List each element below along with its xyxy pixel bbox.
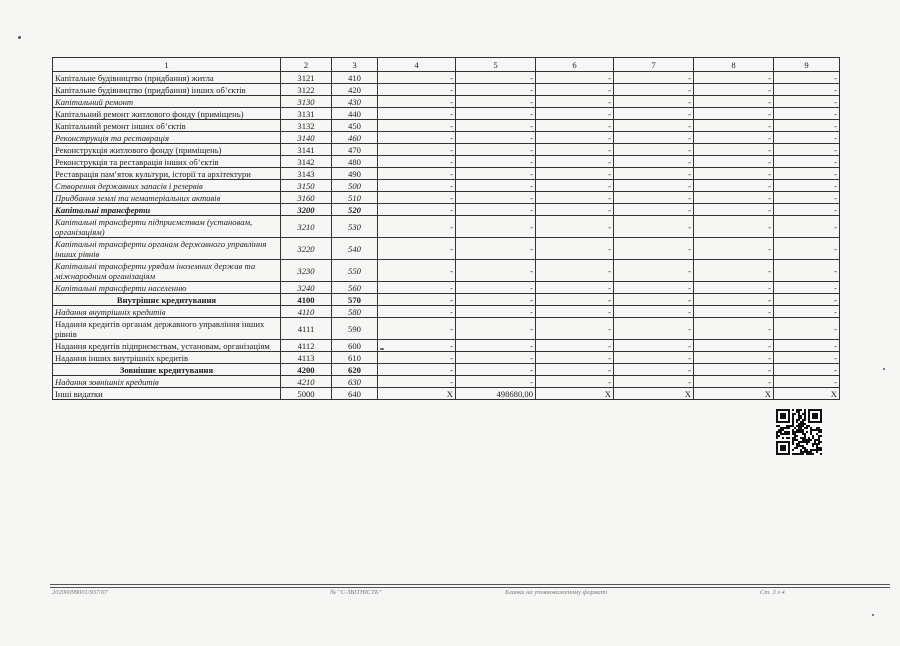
row-number-cell: 410 <box>332 72 378 84</box>
table-row <box>53 180 840 192</box>
table-row <box>53 144 840 156</box>
header-cell: 6 <box>536 58 614 72</box>
value-cell: - <box>378 144 456 156</box>
value-cell: - <box>536 364 614 376</box>
row-code-cell: 3210 <box>281 216 332 238</box>
value-cell: - <box>694 120 774 132</box>
value-cell: - <box>694 216 774 238</box>
value-cell: - <box>378 216 456 238</box>
value-cell: - <box>774 306 840 318</box>
value-cell: X <box>774 388 840 400</box>
value-cell: - <box>378 318 456 340</box>
value-cell: - <box>774 204 840 216</box>
row-code-cell: 3132 <box>281 120 332 132</box>
value-cell: - <box>536 144 614 156</box>
row-number-cell: 420 <box>332 84 378 96</box>
value-cell: - <box>614 168 694 180</box>
value-cell: - <box>536 238 614 260</box>
value-cell: - <box>536 352 614 364</box>
value-cell: - <box>378 204 456 216</box>
row-name-cell: Капітальні трансферти урядам іноземних держав та міжнародним організаціям <box>53 260 281 282</box>
value-cell: - <box>536 156 614 168</box>
value-cell: - <box>456 260 536 282</box>
value-cell: - <box>378 306 456 318</box>
table-row <box>53 108 840 120</box>
scan-speck <box>18 36 21 39</box>
table-row <box>53 352 840 364</box>
row-name-cell: Капітальний ремонт <box>53 96 281 108</box>
row-code-cell: 5000 <box>281 388 332 400</box>
value-cell: - <box>456 84 536 96</box>
value-cell: - <box>536 204 614 216</box>
row-number-cell: 440 <box>332 108 378 120</box>
value-cell: - <box>378 180 456 192</box>
value-cell: - <box>536 306 614 318</box>
value-cell: - <box>774 376 840 388</box>
value-cell: - <box>536 120 614 132</box>
value-cell: - <box>614 306 694 318</box>
row-name-cell: Капітальні трансферти підприємствам (установам, організаціям) <box>53 216 281 238</box>
footer-note: Бланки на уповноваженому форматі <box>505 589 608 596</box>
value-cell: - <box>456 318 536 340</box>
scan-speck <box>883 368 885 370</box>
value-cell: - <box>694 168 774 180</box>
value-cell: - <box>774 180 840 192</box>
value-cell: - <box>614 84 694 96</box>
value-cell: - <box>536 216 614 238</box>
value-cell: - <box>774 72 840 84</box>
row-code-cell: 4110 <box>281 306 332 318</box>
scan-speck <box>872 614 874 616</box>
scan-speck <box>380 348 384 350</box>
row-code-cell: 3140 <box>281 132 332 144</box>
qr-code <box>776 409 822 455</box>
table-header-row <box>53 58 840 72</box>
row-code-cell: 4100 <box>281 294 332 306</box>
value-cell: - <box>378 168 456 180</box>
row-name-cell: Капітальний ремонт інших об’єктів <box>53 120 281 132</box>
row-name-cell: Капітальні трансферти органам державного управління інших рівнів <box>53 238 281 260</box>
value-cell: - <box>694 132 774 144</box>
header-cell: 7 <box>614 58 694 72</box>
value-cell: - <box>614 156 694 168</box>
row-name-cell: Інші видатки <box>53 388 281 400</box>
value-cell: - <box>694 96 774 108</box>
table-row <box>53 364 840 376</box>
row-number-cell: 520 <box>332 204 378 216</box>
header-cell: 9 <box>774 58 840 72</box>
row-name-cell: Надання кредитів органам державного управління інших рівнів <box>53 318 281 340</box>
value-cell: - <box>694 364 774 376</box>
value-cell: - <box>774 340 840 352</box>
row-code-cell: 4112 <box>281 340 332 352</box>
footer-system: № "С-ЗВІТНІСТЬ" <box>330 589 382 596</box>
value-cell: - <box>456 204 536 216</box>
value-cell: - <box>378 156 456 168</box>
value-cell: - <box>694 180 774 192</box>
row-name-cell: Капітальні трансферти <box>53 204 281 216</box>
row-name-cell: Капітальний ремонт житлового фонду (приміщень) <box>53 108 281 120</box>
value-cell: - <box>774 352 840 364</box>
value-cell: - <box>456 216 536 238</box>
row-number-cell: 640 <box>332 388 378 400</box>
value-cell: - <box>456 306 536 318</box>
value-cell: - <box>378 84 456 96</box>
table-row <box>53 216 840 238</box>
row-code-cell: 4200 <box>281 364 332 376</box>
value-cell: - <box>614 108 694 120</box>
value-cell: - <box>614 294 694 306</box>
footer-doc-id: 20200099001/937/07 <box>52 589 108 596</box>
footer-divider <box>50 584 890 585</box>
value-cell: - <box>694 192 774 204</box>
value-cell: - <box>614 260 694 282</box>
value-cell: - <box>694 144 774 156</box>
row-name-cell: Реконструкція та реставрація інших об’єктів <box>53 156 281 168</box>
value-cell: - <box>456 238 536 260</box>
row-name-cell: Придбання землі та нематеріальних активів <box>53 192 281 204</box>
value-cell: - <box>456 120 536 132</box>
value-cell: - <box>694 294 774 306</box>
row-number-cell: 580 <box>332 306 378 318</box>
value-cell: - <box>536 180 614 192</box>
value-cell: - <box>456 282 536 294</box>
value-cell: - <box>378 238 456 260</box>
table-row <box>53 376 840 388</box>
value-cell: - <box>614 340 694 352</box>
table-row <box>53 72 840 84</box>
footer-divider <box>50 587 890 588</box>
table-row <box>53 84 840 96</box>
row-number-cell: 540 <box>332 238 378 260</box>
value-cell: - <box>774 364 840 376</box>
row-number-cell: 490 <box>332 168 378 180</box>
table-row <box>53 306 840 318</box>
header-cell: 5 <box>456 58 536 72</box>
value-cell: - <box>536 168 614 180</box>
header-cell: 8 <box>694 58 774 72</box>
row-name-cell: Реконструкція та реставрація <box>53 132 281 144</box>
value-cell: - <box>378 340 456 352</box>
value-cell: - <box>536 84 614 96</box>
value-cell: - <box>536 282 614 294</box>
row-number-cell: 570 <box>332 294 378 306</box>
value-cell: - <box>456 352 536 364</box>
value-cell: X <box>536 388 614 400</box>
row-name-cell: Капітальне будівництво (придбання) житла <box>53 72 281 84</box>
value-cell: - <box>456 364 536 376</box>
value-cell: - <box>378 364 456 376</box>
value-cell: - <box>774 238 840 260</box>
row-code-cell: 3240 <box>281 282 332 294</box>
row-name-cell: Надання інших внутрішніх кредитів <box>53 352 281 364</box>
value-cell: - <box>378 376 456 388</box>
row-name-cell: Капітальне будівництво (придбання) інших об’єктів <box>53 84 281 96</box>
value-cell: - <box>456 72 536 84</box>
row-code-cell: 3220 <box>281 238 332 260</box>
value-cell: - <box>774 108 840 120</box>
value-cell: - <box>378 96 456 108</box>
value-cell: - <box>378 352 456 364</box>
value-cell: - <box>774 282 840 294</box>
row-code-cell: 3200 <box>281 204 332 216</box>
value-cell: - <box>694 306 774 318</box>
value-cell: - <box>378 120 456 132</box>
row-code-cell: 3160 <box>281 192 332 204</box>
value-cell: - <box>614 192 694 204</box>
row-number-cell: 630 <box>332 376 378 388</box>
row-name-cell: Створення державних запасів і резервів <box>53 180 281 192</box>
value-cell: - <box>614 132 694 144</box>
value-cell: - <box>774 294 840 306</box>
value-cell: - <box>378 260 456 282</box>
table-row <box>53 318 840 340</box>
value-cell: - <box>378 72 456 84</box>
table-row <box>53 294 840 306</box>
value-cell: - <box>774 144 840 156</box>
value-cell: - <box>456 340 536 352</box>
value-cell: - <box>774 156 840 168</box>
value-cell: - <box>614 376 694 388</box>
footer-page: Ст. 3 з 4 <box>760 589 785 596</box>
value-cell: - <box>536 376 614 388</box>
table-row <box>53 282 840 294</box>
table-row <box>53 120 840 132</box>
value-cell: - <box>694 204 774 216</box>
table-row <box>53 96 840 108</box>
header-cell: 1 <box>53 58 281 72</box>
table-row <box>53 388 840 400</box>
value-cell: - <box>378 192 456 204</box>
value-cell: - <box>536 132 614 144</box>
value-cell: - <box>774 192 840 204</box>
value-cell: - <box>614 144 694 156</box>
table-row <box>53 132 840 144</box>
row-name-cell: Надання зовнішніх кредитів <box>53 376 281 388</box>
row-code-cell: 4210 <box>281 376 332 388</box>
value-cell: - <box>774 168 840 180</box>
value-cell: - <box>774 260 840 282</box>
value-cell: - <box>456 192 536 204</box>
row-code-cell: 3121 <box>281 72 332 84</box>
value-cell: - <box>614 364 694 376</box>
value-cell: - <box>536 72 614 84</box>
value-cell: - <box>456 168 536 180</box>
row-name-cell: Надання внутрішніх кредитів <box>53 306 281 318</box>
value-cell: - <box>378 282 456 294</box>
row-name-cell: Капітальні трансферти населенню <box>53 282 281 294</box>
row-code-cell: 4113 <box>281 352 332 364</box>
value-cell: - <box>774 120 840 132</box>
table-row <box>53 238 840 260</box>
row-code-cell: 3141 <box>281 144 332 156</box>
value-cell: - <box>456 376 536 388</box>
value-cell: - <box>694 376 774 388</box>
row-number-cell: 590 <box>332 318 378 340</box>
value-cell: - <box>694 84 774 96</box>
value-cell: - <box>456 180 536 192</box>
row-number-cell: 500 <box>332 180 378 192</box>
value-cell: - <box>536 260 614 282</box>
row-number-cell: 550 <box>332 260 378 282</box>
row-name-cell: Реконструкція житлового фонду (приміщень) <box>53 144 281 156</box>
value-cell: - <box>694 108 774 120</box>
row-code-cell: 3230 <box>281 260 332 282</box>
value-cell: - <box>378 108 456 120</box>
row-code-cell: 3131 <box>281 108 332 120</box>
value-cell: - <box>536 96 614 108</box>
value-cell: - <box>536 340 614 352</box>
row-number-cell: 560 <box>332 282 378 294</box>
value-cell: - <box>614 216 694 238</box>
value-cell: - <box>694 352 774 364</box>
row-code-cell: 3130 <box>281 96 332 108</box>
value-cell: - <box>614 120 694 132</box>
value-cell: - <box>614 318 694 340</box>
row-code-cell: 3143 <box>281 168 332 180</box>
value-cell: - <box>378 132 456 144</box>
table-row <box>53 260 840 282</box>
value-cell: - <box>774 84 840 96</box>
row-code-cell: 3150 <box>281 180 332 192</box>
value-cell: - <box>614 204 694 216</box>
value-cell: 498680,00 <box>456 388 536 400</box>
value-cell: - <box>614 282 694 294</box>
value-cell: - <box>694 156 774 168</box>
value-cell: - <box>694 72 774 84</box>
value-cell: - <box>456 156 536 168</box>
row-name-cell: Внутрішнє кредитування <box>53 294 281 306</box>
table-row <box>53 192 840 204</box>
row-number-cell: 600 <box>332 340 378 352</box>
row-name-cell: Надання кредитів підприємствам, установам, організаціям <box>53 340 281 352</box>
value-cell: - <box>456 96 536 108</box>
value-cell: - <box>614 238 694 260</box>
value-cell: X <box>694 388 774 400</box>
value-cell: - <box>456 108 536 120</box>
row-name-cell: Зовнішнє кредитування <box>53 364 281 376</box>
value-cell: - <box>694 340 774 352</box>
header-cell: 3 <box>332 58 378 72</box>
row-number-cell: 480 <box>332 156 378 168</box>
value-cell: - <box>774 318 840 340</box>
value-cell: X <box>614 388 694 400</box>
table-body <box>53 58 840 400</box>
value-cell: - <box>614 180 694 192</box>
value-cell: - <box>536 108 614 120</box>
row-code-cell: 3122 <box>281 84 332 96</box>
value-cell: - <box>694 260 774 282</box>
value-cell: - <box>378 294 456 306</box>
table-row <box>53 204 840 216</box>
row-number-cell: 470 <box>332 144 378 156</box>
row-code-cell: 3142 <box>281 156 332 168</box>
row-number-cell: 450 <box>332 120 378 132</box>
row-number-cell: 460 <box>332 132 378 144</box>
value-cell: X <box>378 388 456 400</box>
table-row <box>53 156 840 168</box>
value-cell: - <box>536 294 614 306</box>
expenditure-table <box>52 57 840 400</box>
value-cell: - <box>614 72 694 84</box>
value-cell: - <box>774 132 840 144</box>
value-cell: - <box>536 192 614 204</box>
value-cell: - <box>456 144 536 156</box>
value-cell: - <box>694 318 774 340</box>
value-cell: - <box>694 238 774 260</box>
header-cell: 4 <box>378 58 456 72</box>
table-row <box>53 340 840 352</box>
value-cell: - <box>774 216 840 238</box>
value-cell: - <box>694 282 774 294</box>
header-cell: 2 <box>281 58 332 72</box>
row-number-cell: 510 <box>332 192 378 204</box>
row-number-cell: 430 <box>332 96 378 108</box>
row-number-cell: 620 <box>332 364 378 376</box>
row-name-cell: Реставрація пам’яток культури, історії та архітектури <box>53 168 281 180</box>
value-cell: - <box>774 96 840 108</box>
value-cell: - <box>456 294 536 306</box>
row-number-cell: 530 <box>332 216 378 238</box>
value-cell: - <box>456 132 536 144</box>
value-cell: - <box>536 318 614 340</box>
value-cell: - <box>614 96 694 108</box>
row-code-cell: 4111 <box>281 318 332 340</box>
row-number-cell: 610 <box>332 352 378 364</box>
table-row <box>53 168 840 180</box>
value-cell: - <box>614 352 694 364</box>
